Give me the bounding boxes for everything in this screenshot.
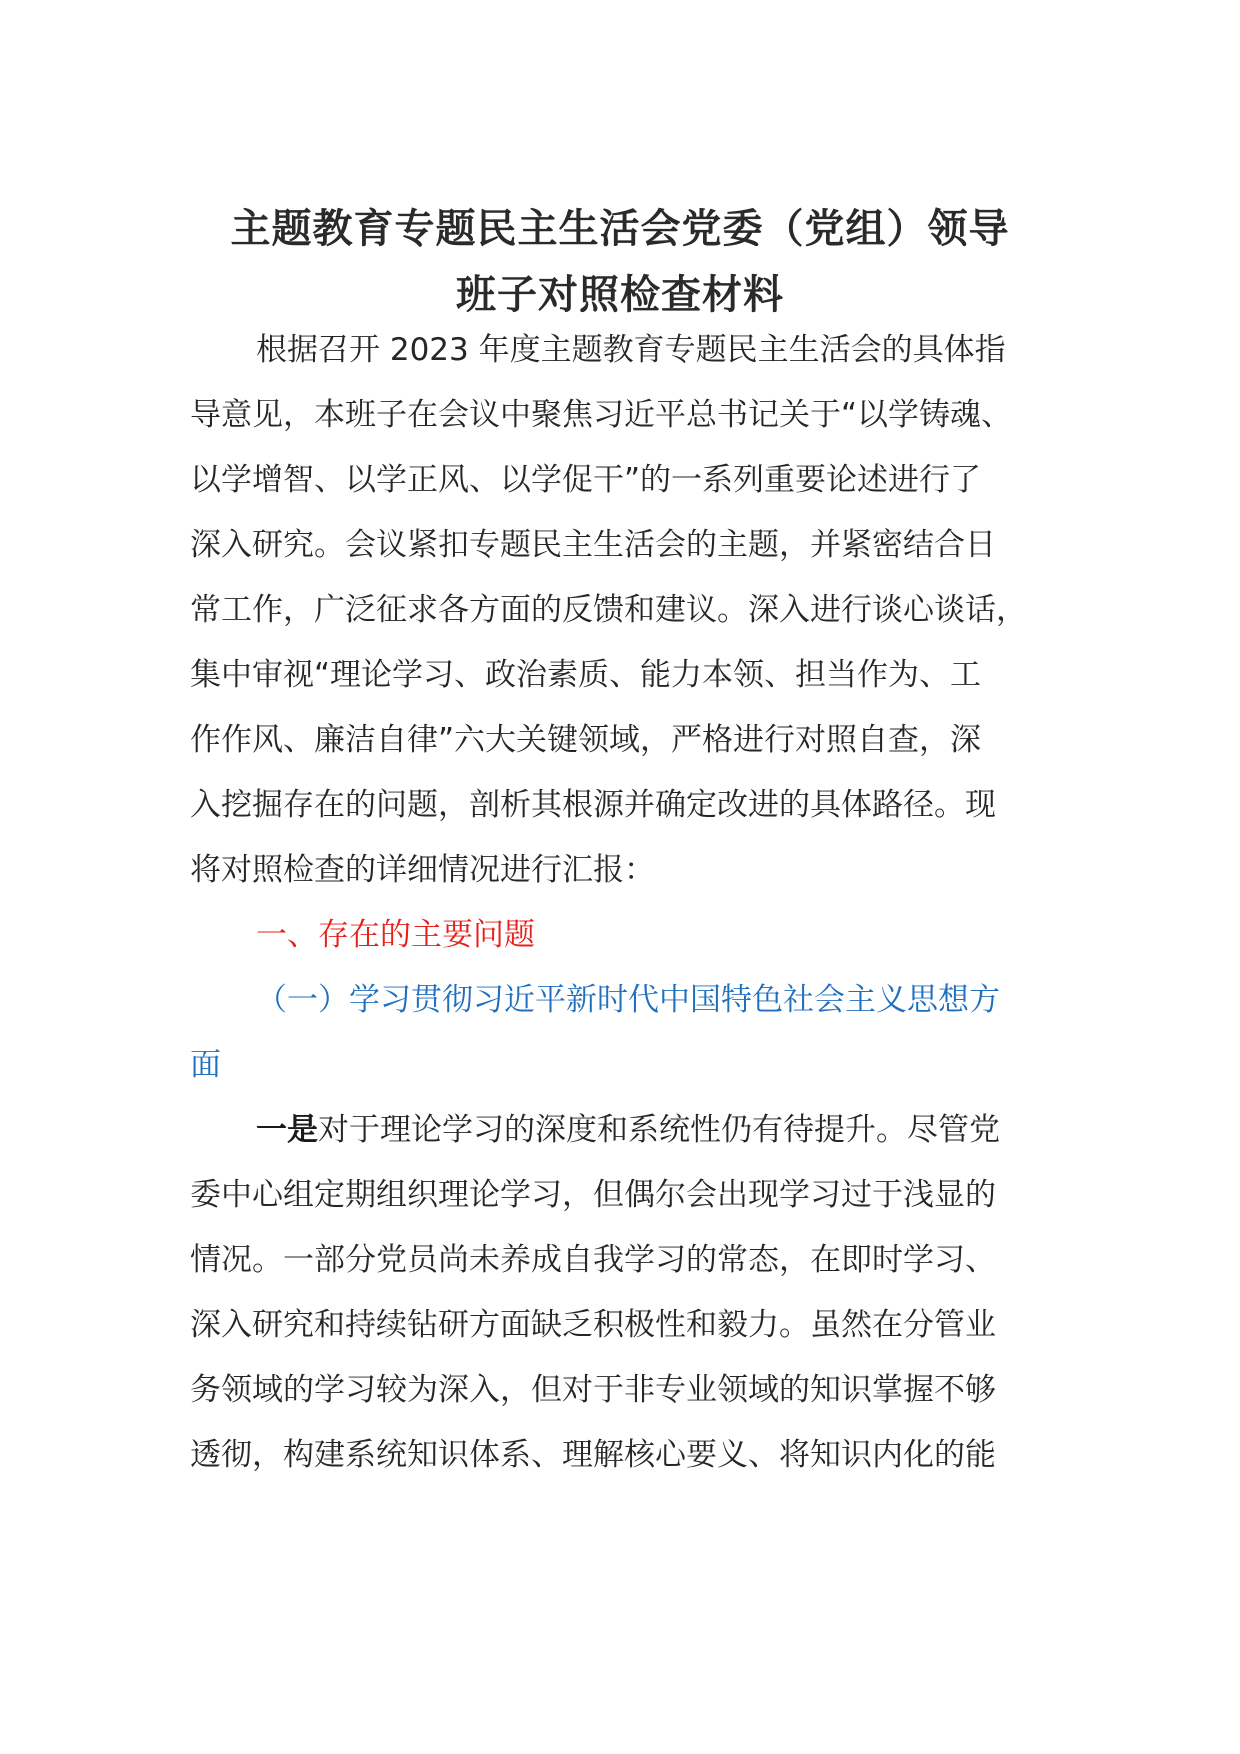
intro-paragraph-line: 集中审视“理论学习、政治素质、能力本领、担当作为、工	[190, 657, 982, 693]
point-one-lead: 一是	[256, 1112, 318, 1148]
point-one-first-line	[190, 1098, 1060, 1163]
section-heading-main-problems: 一、存在的主要问题	[256, 917, 535, 953]
point-one-line: 委中心组定期组织理论学习，但偶尔会出现学习过于浅显的	[190, 1177, 996, 1213]
point-one-line: 情况。一部分党员尚未养成自我学习的常态，在即时学习、	[190, 1242, 996, 1278]
subsection-heading-line-1: （一）学习贯彻习近平新时代中国特色社会主义思想方	[256, 982, 1000, 1018]
point-one-line: 务领域的学习较为深入，但对于非专业领域的知识掌握不够	[190, 1372, 996, 1408]
intro-paragraph-line: 作作风、廉洁自律”六大关键领域，严格进行对照自查，深	[190, 722, 982, 758]
intro-paragraph-line: 根据召开 2023 年度主题教育专题民主生活会的具体指	[256, 332, 1006, 368]
intro-paragraph-line: 将对照检查的详细情况进行汇报：	[190, 852, 655, 888]
document-title-line-2: 班子对照检查材料	[456, 272, 784, 318]
document-title-line-1: 主题教育专题民主生活会党委（党组）领导	[230, 206, 1010, 252]
intro-paragraph-line: 入挖掘存在的问题，剖析其根源并确定改进的具体路径。现	[190, 787, 996, 823]
point-one-first-line-text: 对于理论学习的深度和系统性仍有待提升。尽管党	[318, 1112, 1000, 1148]
subsection-heading-line-2: 面	[190, 1047, 221, 1083]
intro-paragraph-line: 以学增智、以学正风、以学促干”的一系列重要论述进行了	[190, 462, 982, 498]
point-one-line: 深入研究和持续钻研方面缺乏积极性和毅力。虽然在分管业	[190, 1307, 996, 1343]
intro-paragraph-line: 深入研究。会议紧扣专题民主生活会的主题，并紧密结合日	[190, 527, 996, 563]
document-body	[190, 318, 1060, 1488]
point-one-line: 透彻，构建系统知识体系、理解核心要义、将知识内化的能	[190, 1437, 996, 1473]
intro-paragraph-line: 导意见，本班子在会议中聚焦习近平总书记关于“以学铸魂、	[190, 397, 1013, 433]
intro-paragraph-line: 常工作，广泛征求各方面的反馈和建议。深入进行谈心谈话，	[190, 592, 1027, 628]
